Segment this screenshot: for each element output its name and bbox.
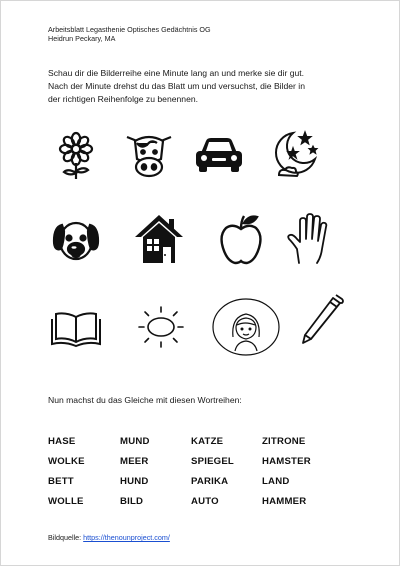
word: HASE [48,435,76,447]
word: ZITRONE [262,435,306,447]
header-author: Heidrun Peckary, MA [48,34,116,43]
word: LAND [262,475,290,487]
image-source-link[interactable]: https://thenounproject.com/ [83,533,170,542]
instruction-line-1: Schau dir die Bilderreihe eine Minute lang an und merke sie dir gut. [48,68,305,78]
word: BETT [48,475,74,487]
cow-icon [121,125,177,181]
house-icon [131,211,187,267]
girl-portrait-icon [211,297,281,357]
pen-icon [295,293,351,349]
image-source [48,533,170,542]
hand-icon [283,211,339,267]
moon-stars-icon [265,125,321,181]
flower-icon [48,125,104,181]
word: PARIKA [191,475,229,487]
word: WOLKE [48,455,85,467]
word: HAMMER [262,495,307,507]
word-row-2 [48,451,348,471]
word: MUND [120,435,150,447]
word: AUTO [191,495,219,507]
book-icon [48,299,104,355]
apple-icon [213,211,269,267]
image-source-label: Bildquelle: [48,533,84,542]
word-row-3 [48,471,348,491]
instruction-line-2: Nach der Minute drehst du das Blatt um und versuchst, die Bilder in [48,81,305,91]
word: HAMSTER [262,455,311,467]
picture-grid [1,1,400,401]
word: WOLLE [48,495,84,507]
car-icon [191,125,247,181]
word: MEER [120,455,149,467]
word-table [48,431,348,511]
instruction-line-3: der richtigen Reihenfolge zu benennen. [48,94,199,104]
word-row-1 [48,431,348,451]
word-row-4 [48,491,348,511]
word: SPIEGEL [191,455,234,467]
header-title: Arbeitsblatt Legasthenie Optisches Gedächtnis OG [48,25,211,34]
word: HUND [120,475,149,487]
word-instructions: Nun machst du das Gleiche mit diesen Wortreihen: [48,395,242,405]
word: KATZE [191,435,224,447]
word: BILD [120,495,144,507]
dog-icon [48,211,104,267]
sun-icon [133,299,189,355]
